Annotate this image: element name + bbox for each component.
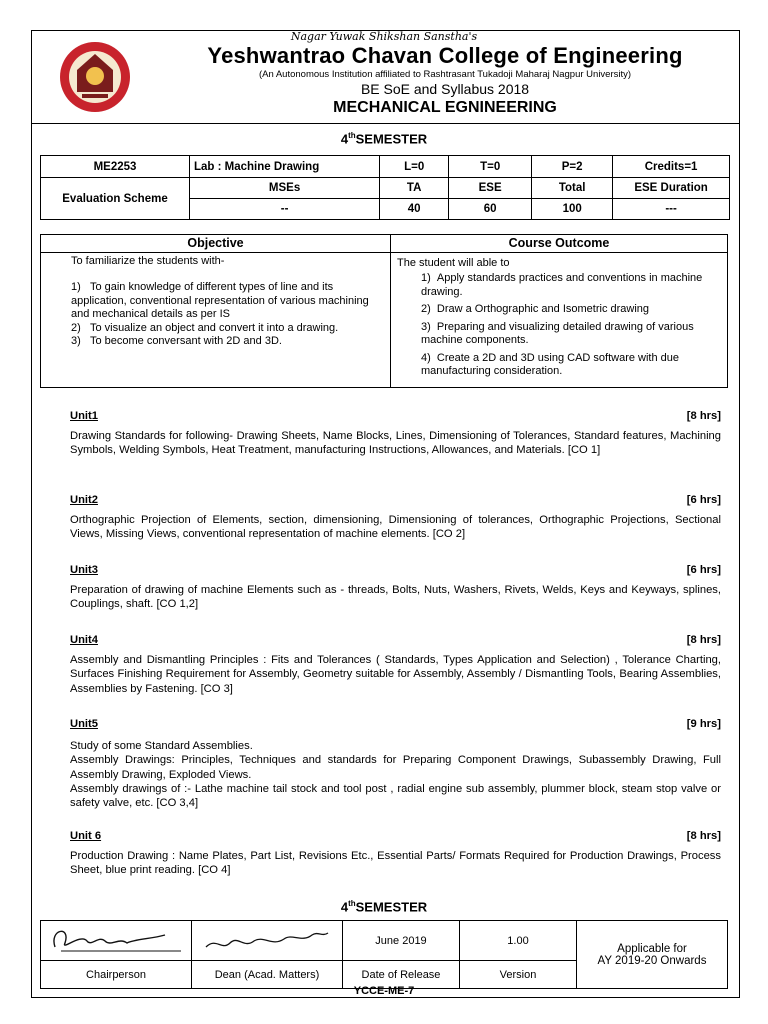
lecture-hours: L=0: [380, 156, 449, 178]
semester-heading: 4thSEMESTER: [340, 131, 428, 147]
unit-body: Orthographic Projection of Elements, section, dimensioning, Dimensioning of tolerances, Orthographic Projections, Sectional Views, Missing Views, conventional representation of machine elements. [CO 2]: [70, 514, 721, 541]
version-label: Version: [460, 961, 577, 989]
outcome-item: 4) Create a 2D and 3D using CAD software with due manufacturing consideration.: [421, 351, 680, 377]
unit-header: [70, 717, 721, 731]
objective-list: [41, 267, 390, 349]
semester-heading-footer: 4thSEMESTER: [340, 899, 428, 915]
value-ese-duration: ---: [613, 199, 730, 220]
header-ta: TA: [380, 178, 449, 199]
affiliation: (An Autonomous Institution affiliated to Rashtrasant Tukadoji Maharaj Nagpur University): [258, 69, 632, 80]
unit-body: Preparation of drawing of machine Elements such as - threads, Bolts, Nuts, Washers, Rivets, Welds, Keys and Keyways, splines, Couplings, shaft. [CO 1,2]: [70, 584, 721, 611]
outcome-heading: Course Outcome: [391, 235, 727, 253]
outcome-item: 2) Draw a Orthographic and Isometric drawing: [421, 303, 650, 315]
objective-item: 2) To visualize an object and convert it into a drawing.: [71, 321, 339, 334]
course-title: Lab : Machine Drawing: [190, 156, 380, 178]
unit-section: [70, 633, 721, 696]
unit-header: [70, 829, 721, 843]
college-logo: [58, 40, 132, 114]
unit-hours: [8 hrs]: [686, 830, 721, 842]
unit-body: Production Drawing : Name Plates, Part List, Revisions Etc., Essential Parts/ Formats Required for Production Drawings, Process Sheet, blue print reading. [CO 4]: [70, 850, 721, 877]
unit-section: [70, 829, 721, 878]
unit-header: [70, 633, 721, 647]
objective-outcome-box: [40, 234, 728, 388]
credits: Credits=1: [613, 156, 730, 178]
header-divider: [31, 123, 740, 124]
header-total: Total: [532, 178, 613, 199]
unit-section: [70, 717, 721, 810]
dean-label: Dean (Acad. Matters): [192, 961, 343, 989]
outcome-list: [391, 269, 727, 379]
unit-title: Unit5: [70, 718, 98, 730]
objective-intro: To familiarize the students with-: [71, 255, 225, 267]
header-ese-duration: ESE Duration: [613, 178, 730, 199]
value-mses: --: [190, 199, 380, 220]
department-title: MECHANICAL EGNINEERING: [333, 99, 557, 116]
society-name: Nagar Yuwak Shikshan Sanstha's: [290, 30, 478, 43]
dean-signature-image: [192, 921, 342, 957]
objective-item: 3) To become conversant with 2D and 3D.: [71, 335, 282, 347]
header-mses: MSEs: [190, 178, 380, 199]
unit-section: [70, 409, 721, 458]
unit-hours: [6 hrs]: [686, 564, 721, 576]
practical-hours: P=2: [532, 156, 613, 178]
chairperson-signature-image: [41, 921, 191, 957]
header-ese: ESE: [449, 178, 532, 199]
college-name: Yeshwantrao Chavan College of Engineering: [207, 43, 683, 68]
syllabus-title: BE SoE and Syllabus 2018: [360, 81, 530, 97]
date-label: Date of Release: [343, 961, 460, 989]
outcome-item: 1) Apply standards practices and conventions in machine drawing.: [421, 272, 703, 298]
unit-hours: [9 hrs]: [686, 718, 721, 730]
unit-header: [70, 409, 721, 423]
unit-hours: [8 hrs]: [686, 410, 721, 422]
version-number: 1.00: [460, 921, 577, 961]
unit-body: Assembly and Dismantling Principles : Fits and Tolerances ( Standards, Types Application and Selection) , Tolerance Charting, Surfaces Finishing Requirement for Assembly, Geometry suitable for Assembly, Assembly / Dismantling Tools, Bearing Assemblies, Assemblies by Fastening. [CO 3]: [70, 654, 721, 695]
unit-header: [70, 563, 721, 577]
chairperson-label: Chairperson: [41, 961, 192, 989]
value-total: 100: [532, 199, 613, 220]
unit-body: Study of some Standard Assemblies. Assembly Drawings: Principles, Techniques and standards for Preparing Component Drawings, Subassembly Drawing, Full Assembly Drawing, Exploded Views. Assembly drawings of :- Lathe machine tail stock and tool post , radial engine sub assembly, plummer block, steam stop valve or safety valve, etc. [CO 3,4]: [70, 740, 721, 810]
objective-item: 1) To gain knowledge of different types of line and its application, conventional representation of various machining and mechanical details as per IS: [71, 281, 369, 320]
unit-body: Drawing Standards for following- Drawing Sheets, Name Blocks, Lines, Dimensioning of Tolerances, Standard features, Machining Symbols, Welding Symbols, Heat Treatment, manufacturing Instructions, Allowances, and Materials. [CO 1]: [70, 430, 721, 457]
course-table: [40, 155, 730, 220]
unit-title: Unit3: [70, 564, 98, 576]
unit-title: Unit2: [70, 494, 98, 506]
objective-heading: Objective: [41, 235, 390, 253]
unit-section: [70, 563, 721, 612]
value-ta: 40: [380, 199, 449, 220]
dean-signature: [192, 921, 343, 961]
outcome-item: 3) Preparing and visualizing detailed drawing of various machine components.: [421, 320, 694, 346]
applicable-note: Applicable for AY 2019-20 Onwards: [577, 921, 728, 989]
unit-title: Unit1: [70, 410, 98, 422]
unit-hours: [8 hrs]: [686, 634, 721, 646]
objective-column: [41, 235, 391, 387]
unit-section: [70, 493, 721, 542]
approval-table: [40, 920, 728, 989]
outcome-intro: The student will able to: [397, 257, 510, 269]
value-ese: 60: [449, 199, 532, 220]
unit-title: Unit 6: [70, 830, 102, 842]
release-date: June 2019: [343, 921, 460, 961]
course-code: ME2253: [41, 156, 190, 178]
page-footer-code: YCCE-ME-7: [353, 985, 415, 997]
chairperson-signature: [41, 921, 192, 961]
unit-header: [70, 493, 721, 507]
tutorial-hours: T=0: [449, 156, 532, 178]
outcome-column: [391, 235, 727, 387]
unit-hours: [6 hrs]: [686, 494, 721, 506]
evaluation-scheme-label: Evaluation Scheme: [41, 178, 190, 220]
unit-title: Unit4: [70, 634, 98, 646]
